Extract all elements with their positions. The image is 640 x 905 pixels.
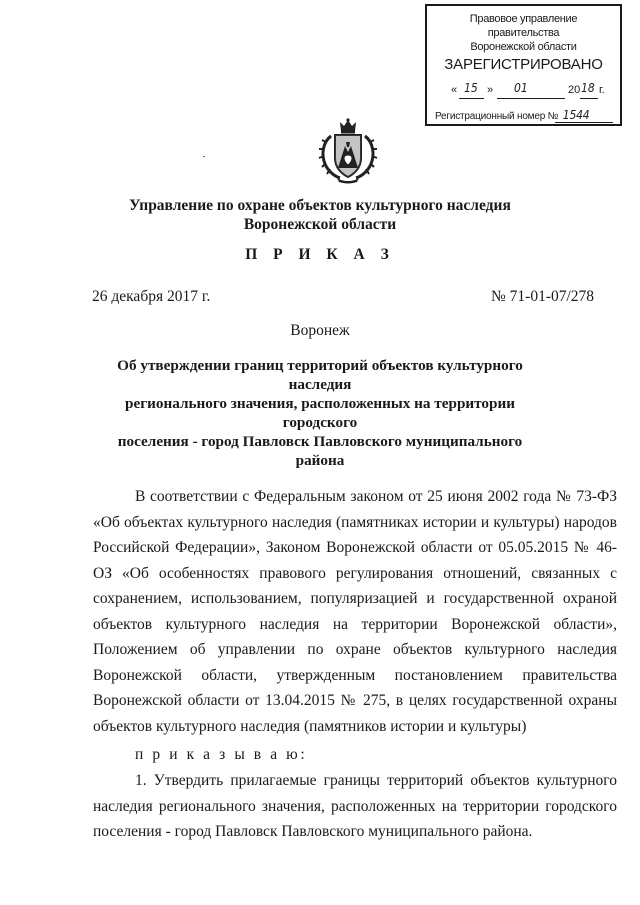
order-subject-line3: поселения - город Павловск Павловского муниципального района xyxy=(117,433,523,469)
preamble-paragraph: В соответствии с Федеральным законом от 25 июня 2002 года № 73-ФЗ «Об объектах культурного наследия (памятниках истории и культуры) народов Российской Федерации», Законом Воронежской области от 05.05.2015 № 46-ОЗ «Об особенностях правового регулирования отношений, связанных с сохранением, использованием, популяризацией и государственной охраной объектов культурного наследия на территории Воронежской области», Положением об управлении по охране объектов культурного наследия Воронежской области, утвержденным постановлением правительства Воронежской области от 13.04.2015 № 275, в целях государственной охраны объектов культурного наследия (памятников истории и культуры) xyxy=(93,488,617,735)
agency-name-line1: Управление по охране объектов культурного наследия xyxy=(129,197,511,214)
stamp-reg-number-label: Регистрационный номер № xyxy=(435,111,559,122)
stamp-date-year-prefix: 20 xyxy=(568,84,581,96)
order-subject-line2: регионального значения, расположенных на территории городского xyxy=(125,395,515,431)
stamp-organization-line2: Воронежской области xyxy=(470,41,577,53)
stamp-date xyxy=(437,81,617,102)
stamp-date-suffix: г. xyxy=(599,84,605,96)
stamp-date-close-quote: » xyxy=(487,84,494,96)
order-number: № 71-01-07/278 xyxy=(491,288,595,305)
stamp-organization xyxy=(433,12,614,54)
scan-speck xyxy=(203,156,205,157)
order-subject xyxy=(100,356,540,470)
stamp-date-month: 01 xyxy=(514,81,528,95)
document-type-title: П Р И К А З xyxy=(245,246,395,263)
agency-name xyxy=(80,196,560,234)
item-1-paragraph: 1. Утвердить прилагаемые границы территорий объектов культурного наследия регионального значения, расположенных на территории городского поселения - город Павловск Павловского муниципального района. xyxy=(93,772,617,840)
registration-stamp xyxy=(425,4,622,126)
directive-word: п р и к а з ы в а ю: xyxy=(135,746,308,763)
stamp-organization-line1: Правовое управление правительства xyxy=(469,13,578,39)
voronezh-coat-of-arms-icon xyxy=(317,118,379,184)
stamp-date-year: 18 xyxy=(581,81,595,95)
order-subject-line1: Об утверждении границ территорий объектов культурного наследия xyxy=(117,357,523,393)
agency-name-line2: Воронежской области xyxy=(243,216,397,233)
city-name: Воронеж xyxy=(290,322,350,339)
stamp-date-day: 15 xyxy=(464,81,478,95)
order-date: 26 декабря 2017 г. xyxy=(92,288,211,305)
stamp-reg-number-value: 1544 xyxy=(562,108,590,122)
stamp-registration-number xyxy=(435,108,589,122)
stamp-status: ЗАРЕГИСТРИРОВАНО xyxy=(444,56,603,73)
stamp-date-open-quote: « xyxy=(451,84,458,96)
